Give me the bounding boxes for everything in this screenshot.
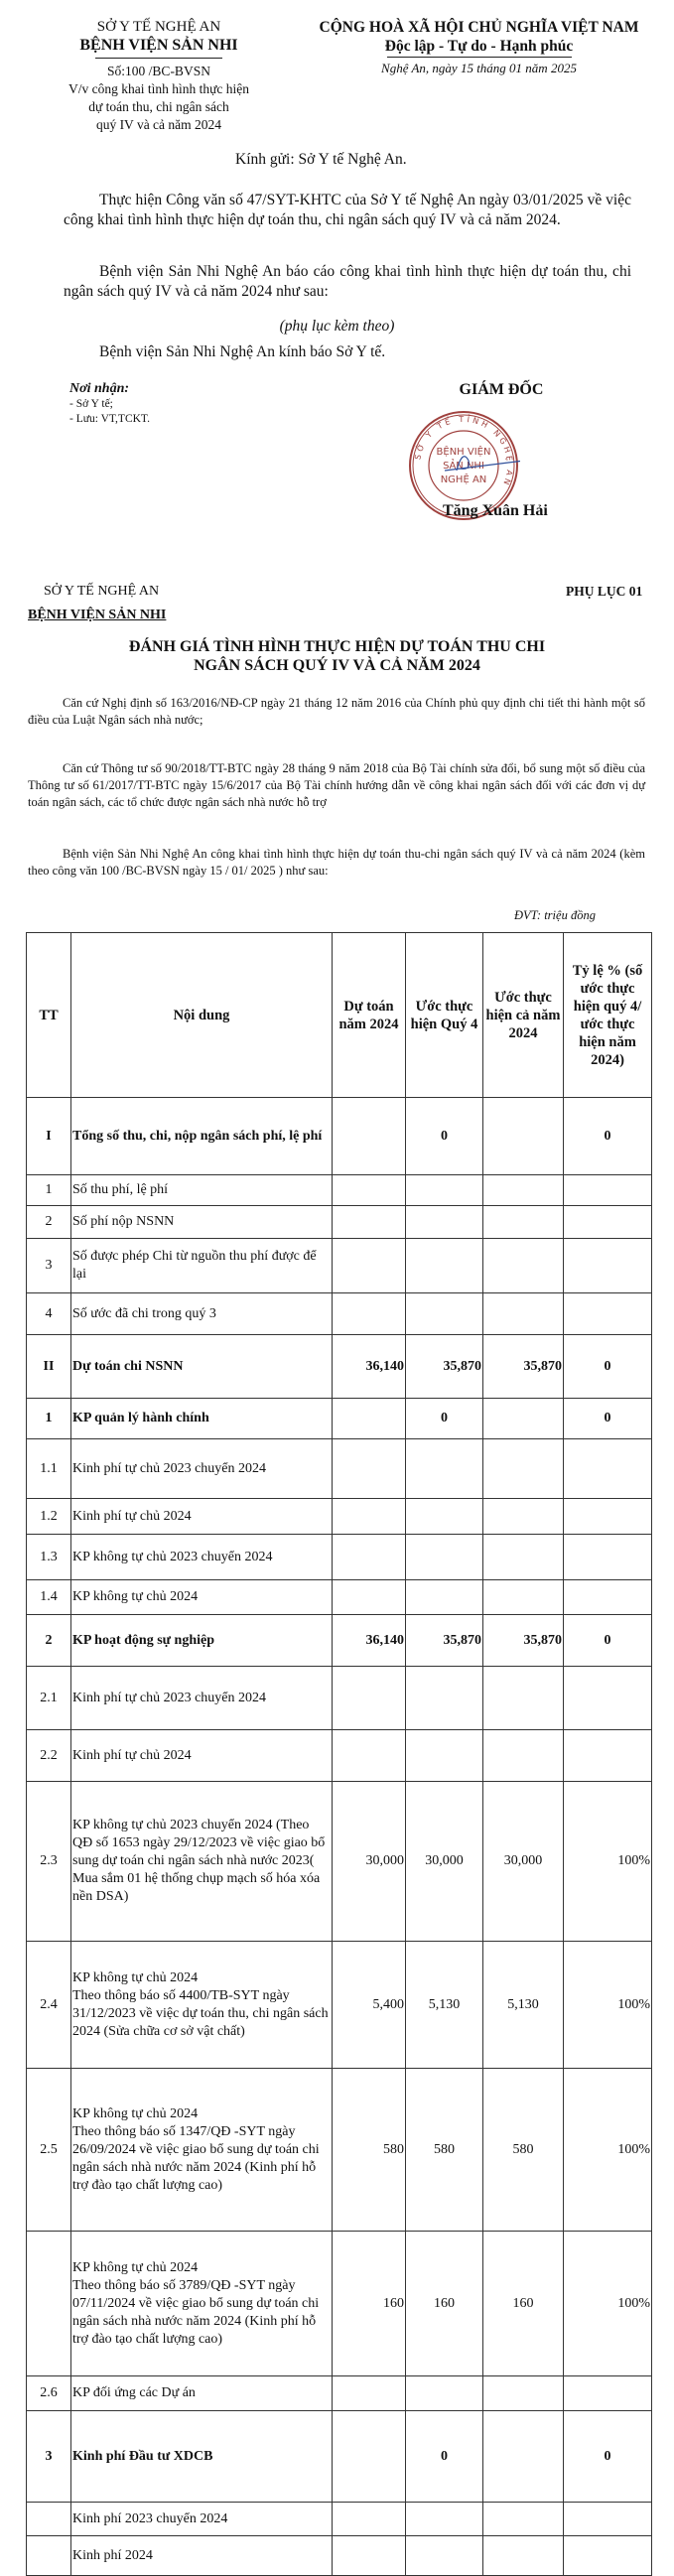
cell-content: Số phí nộp NSNN [71,1206,333,1239]
cell-tt: 3 [27,1239,71,1293]
table-row [27,1615,652,1667]
motto-divider [387,57,572,58]
table-row [27,1293,652,1335]
cell-budget [333,2411,406,2503]
attachment-note: (phụ lục kèm theo) [279,318,395,335]
cell-budget [333,2503,406,2536]
cell-budget: 30,000 [333,1782,406,1942]
table-row [27,2376,652,2411]
table-row [27,1175,652,1206]
cell-budget: 36,140 [333,1335,406,1399]
cell-q4 [406,1206,483,1239]
national-motto: Độc lập - Tự do - Hạnh phúc [384,38,574,55]
table-row [27,1439,652,1499]
cell-ratio: 100% [564,1942,652,2069]
appendix-organization: BỆNH VIỆN SẢN NHI [28,608,167,622]
cell-budget [333,1580,406,1615]
table-row [27,1335,652,1399]
cell-year [483,2503,564,2536]
cell-budget [333,1206,406,1239]
cell-q4: 0 [406,1399,483,1439]
cell-q4: 0 [406,2411,483,2503]
col-header-ratio: Tỷ lệ % (số ước thực hiện quý 4/ước thực hiện năm 2024) [564,933,652,1098]
cell-year [483,2411,564,2503]
cell-year [483,1535,564,1580]
cell-content: Kinh phí tự chủ 2024 [71,1499,333,1535]
cell-q4 [406,2376,483,2411]
cell-q4: 35,870 [406,1615,483,1667]
cell-year [483,1239,564,1293]
cell-year: 30,000 [483,1782,564,1942]
table-row [27,1206,652,1239]
cell-q4 [406,2536,483,2576]
nation-name: CỘNG HOÀ XÃ HỘI CHỦ NGHĨA VIỆT NAM [319,19,639,36]
legal-basis-1: Căn cứ Nghị định số 163/2016/NĐ-CP ngày 21 tháng 12 năm 2016 của Chính phủ quy định chi tiết thi hành một số điều của Luật Ngân sách nhà nước; [28,696,645,727]
cell-content: Số được phép Chi từ nguồn thu phí được để lại [71,1239,333,1293]
cell-tt: 3 [27,2411,71,2503]
cell-content: Kinh phí tự chủ 2024 [71,1730,333,1782]
stamp-outer-text: SỞ Y TẾ TỈNH NGHỆ AN [413,414,515,489]
table-row [27,1730,652,1782]
cell-q4: 0 [406,1098,483,1175]
cell-q4: 160 [406,2232,483,2376]
cell-tt: I [27,1098,71,1175]
letter-paragraph-1: Thực hiện Công văn số 47/SYT-KHTC của Sở Y tế Nghệ An ngày 03/01/2025 về việc công khai tình hình thực hiện dự toán thu, chi ngân sách quý IV và cả năm 2024. [64,192,631,228]
cell-q4 [406,1439,483,1499]
cell-tt: 1.1 [27,1439,71,1499]
cell-q4: 35,870 [406,1335,483,1399]
cell-year [483,1439,564,1499]
cell-content: Kinh phí 2023 chuyển 2024 [71,2503,333,2536]
cell-q4: 30,000 [406,1782,483,1942]
table-row [27,1667,652,1730]
col-header-year: Ước thực hiện cả năm 2024 [483,933,564,1098]
cell-content: Kinh phí Đầu tư XDCB [71,2411,333,2503]
cell-year [483,1175,564,1206]
issuer-block [40,18,278,134]
cell-ratio [564,1206,652,1239]
cell-q4 [406,1499,483,1535]
col-header-budget: Dự toán năm 2024 [333,933,406,1098]
cell-content: KP không tự chủ 2024 Theo thông báo số 1347/QĐ -SYT ngày 26/09/2024 về việc giao bổ sung dự toán chi ngân sách nhà nước năm 2024 (Kinh phí hỗ trợ đào tạo chất lượng cao) [71,2069,333,2232]
cell-budget [333,1439,406,1499]
letter-paragraph-2: Bệnh viện Sản Nhi Nghệ An báo cáo công khai tình hình thực hiện dự toán thu, chi ngân sách quý IV và cả năm 2024 như sau: [64,263,631,300]
cell-budget [333,2536,406,2576]
cell-year [483,1206,564,1239]
issuer-authority: SỞ Y TẾ NGHỆ AN [96,19,221,35]
col-header-content: Nội dung [71,933,333,1098]
cell-budget: 580 [333,2069,406,2232]
cell-year: 160 [483,2232,564,2376]
subject-line: dự toán thu, chi ngân sách [88,99,229,114]
cell-tt: 4 [27,1293,71,1335]
cell-year: 35,870 [483,1335,564,1399]
cell-content: Kinh phí 2024 [71,2536,333,2576]
cell-tt: 1.4 [27,1580,71,1615]
cell-tt: 2.6 [27,2376,71,2411]
cell-q4 [406,1293,483,1335]
cell-q4 [406,1667,483,1730]
cell-year [483,2376,564,2411]
table-row [27,1580,652,1615]
cell-ratio: 0 [564,1098,652,1175]
cell-tt: 2.4 [27,1942,71,2069]
cell-year [483,2536,564,2576]
cell-ratio [564,1535,652,1580]
cell-ratio: 0 [564,1335,652,1399]
signer-name: Tăng Xuân Hải [443,502,548,519]
cell-tt: 2.3 [27,1782,71,1942]
table-row [27,2411,652,2503]
cell-tt: II [27,1335,71,1399]
subject-line: V/v công khai tình hình thực hiện [67,81,250,96]
table-header-row [27,933,652,1098]
cell-budget [333,1239,406,1293]
cell-tt: 2.1 [27,1667,71,1730]
letter-closing: Bệnh viện Sản Nhi Nghệ An kính báo Sở Y tế. [99,343,386,360]
table-row [27,2232,652,2376]
subject-line: quý IV và cả năm 2024 [95,117,222,132]
cell-year [483,1399,564,1439]
cell-tt: 2.2 [27,1730,71,1782]
stamp-line: NGHỆ AN [440,475,487,485]
table-row [27,1942,652,2069]
cell-year [483,1667,564,1730]
cell-ratio: 0 [564,1615,652,1667]
cell-content: Số ước đã chi trong quý 3 [71,1293,333,1335]
cell-ratio: 100% [564,1782,652,1942]
cell-q4: 580 [406,2069,483,2232]
recipient-item: - Sở Y tế; [69,398,113,410]
appendix-title-line: NGÂN SÁCH QUÝ IV VÀ CẢ NĂM 2024 [194,657,480,674]
cell-year: 580 [483,2069,564,2232]
cell-content: KP không tự chủ 2023 chuyển 2024 (Theo QĐ số 1653 ngày 29/12/2023 về việc giao bổ sung dự toán chi ngân sách nhà nước 2023( Mua sắm 01 hệ thống chụp mạch số hóa xóa nền DSA) [71,1782,333,1942]
cell-tt: 1 [27,1175,71,1206]
cell-ratio [564,1175,652,1206]
cell-ratio: 100% [564,2232,652,2376]
cell-content: Số thu phí, lệ phí [71,1175,333,1206]
recipients-title: Nơi nhận: [69,381,130,396]
cell-year [483,1580,564,1615]
table-row [27,2536,652,2576]
cell-budget: 5,400 [333,1942,406,2069]
appendix-title-line: ĐÁNH GIÁ TÌNH HÌNH THỰC HIỆN DỰ TOÁN THU CHI [128,638,546,655]
document-number: Số:100 /BC-BVSN [107,64,210,78]
cell-content: Kinh phí tự chủ 2023 chuyển 2024 [71,1667,333,1730]
cell-ratio: 0 [564,1399,652,1439]
appendix-label: PHỤ LỤC 01 [566,584,643,599]
cell-q4 [406,1730,483,1782]
cell-budget [333,1399,406,1439]
cell-budget: 36,140 [333,1615,406,1667]
cell-ratio [564,1667,652,1730]
cell-budget [333,1098,406,1175]
table-row [27,1499,652,1535]
cell-q4: 5,130 [406,1942,483,2069]
table-row [27,2503,652,2536]
signature-title: GIÁM ĐỐC [459,381,544,398]
national-header [298,18,660,76]
cell-ratio [564,1439,652,1499]
appendix-title [0,637,674,675]
stamp-line: BỆNH VIỆN [436,447,491,458]
signature-block [427,381,576,399]
cell-ratio [564,1293,652,1335]
cell-content: KP không tự chủ 2023 chuyển 2024 [71,1535,333,1580]
cell-ratio [564,2503,652,2536]
table-row [27,2069,652,2232]
cell-tt [27,2232,71,2376]
cell-ratio [564,2376,652,2411]
cell-content: KP đối ứng các Dự án [71,2376,333,2411]
unit-label: ĐVT: triệu đồng [514,908,596,922]
cell-ratio: 100% [564,2069,652,2232]
cell-content: KP không tự chủ 2024 [71,1580,333,1615]
cell-budget: 160 [333,2232,406,2376]
place-date: Nghệ An, ngày 15 tháng 01 năm 2025 [381,61,577,75]
legal-basis-2: Căn cứ Thông tư số 90/2018/TT-BTC ngày 28 tháng 9 năm 2018 của Bộ Tài chính sửa đổi, bổ sung một số điều của Thông tư số 61/2017/TT-BTC ngày 15/6/2017 của Bộ Tài chính hướng dẫn về công khai ngân sách đối với các đơn vị dự toán ngân sách, các tổ chức được ngân sách nhà nước hỗ trợ [28,761,645,809]
cell-ratio [564,1239,652,1293]
recipient-line: Kính gửi: Sở Y tế Nghệ An. [235,151,407,168]
cell-content: KP không tự chủ 2024 Theo thông báo số 4400/TB-SYT ngày 31/12/2023 về việc dự toán thu, chi ngân sách 2024 (Sửa chữa cơ sở vật chất) [71,1942,333,2069]
cell-budget [333,1293,406,1335]
recipients-block [69,381,150,427]
cell-content: KP hoạt động sự nghiệp [71,1615,333,1667]
table-row [27,1098,652,1175]
cell-tt: 2 [27,1615,71,1667]
stamp-line: SẢN NHI [443,461,484,472]
table-row [27,1239,652,1293]
col-header-tt: TT [27,933,71,1098]
cell-content: Dự toán chi NSNN [71,1335,333,1399]
cell-year [483,1499,564,1535]
col-header-q4: Ước thực hiện Quý 4 [406,933,483,1098]
cell-content: Tổng số thu, chi, nộp ngân sách phí, lệ phí [71,1098,333,1175]
cell-tt: 1 [27,1399,71,1439]
cell-ratio [564,1499,652,1535]
cell-q4 [406,1175,483,1206]
cell-tt [27,2503,71,2536]
cell-year [483,1098,564,1175]
cell-tt: 1.3 [27,1535,71,1580]
cell-q4 [406,2503,483,2536]
cell-tt: 1.2 [27,1499,71,1535]
cell-tt [27,2536,71,2576]
cell-budget [333,1730,406,1782]
cell-budget [333,1535,406,1580]
cell-budget [333,1499,406,1535]
cell-content: KP không tự chủ 2024 Theo thông báo số 3789/QĐ -SYT ngày 07/11/2024 về việc giao bổ sung dự toán chi ngân sách nhà nước năm 2024 (Kinh phí hỗ trợ đào tạo chất lượng cao) [71,2232,333,2376]
cell-q4 [406,1239,483,1293]
cell-tt: 2.5 [27,2069,71,2232]
cell-q4 [406,1580,483,1615]
recipient-item: - Lưu: VT,TCKT. [69,413,150,425]
cell-budget [333,2376,406,2411]
appendix-intro: Bệnh viện Sản Nhi Nghệ An công khai tình hình thực hiện dự toán thu-chi ngân sách quý IV và cả năm 2024 (kèm theo công văn 100 /BC-BVSN ngày 15 / 01/ 2025 ) như sau: [28,847,645,878]
cell-content: KP quản lý hành chính [71,1399,333,1439]
table-row [27,1535,652,1580]
cell-ratio [564,1730,652,1782]
cell-q4 [406,1535,483,1580]
budget-table [26,932,652,2576]
cell-budget [333,1175,406,1206]
cell-year: 5,130 [483,1942,564,2069]
cell-tt: 2 [27,1206,71,1239]
cell-content: Kinh phí tự chủ 2023 chuyển 2024 [71,1439,333,1499]
cell-year [483,1293,564,1335]
appendix-authority: SỞ Y TẾ NGHỆ AN [44,584,160,599]
issuer-organization: BỆNH VIỆN SẢN NHI [79,37,238,54]
table-row [27,1399,652,1439]
table-row [27,1782,652,1942]
cell-budget [333,1667,406,1730]
cell-year: 35,870 [483,1615,564,1667]
cell-ratio [564,1580,652,1615]
table-body [27,1098,652,2576]
issuer-divider [95,58,222,59]
cell-ratio: 0 [564,2411,652,2503]
cell-ratio [564,2536,652,2576]
cell-year [483,1730,564,1782]
